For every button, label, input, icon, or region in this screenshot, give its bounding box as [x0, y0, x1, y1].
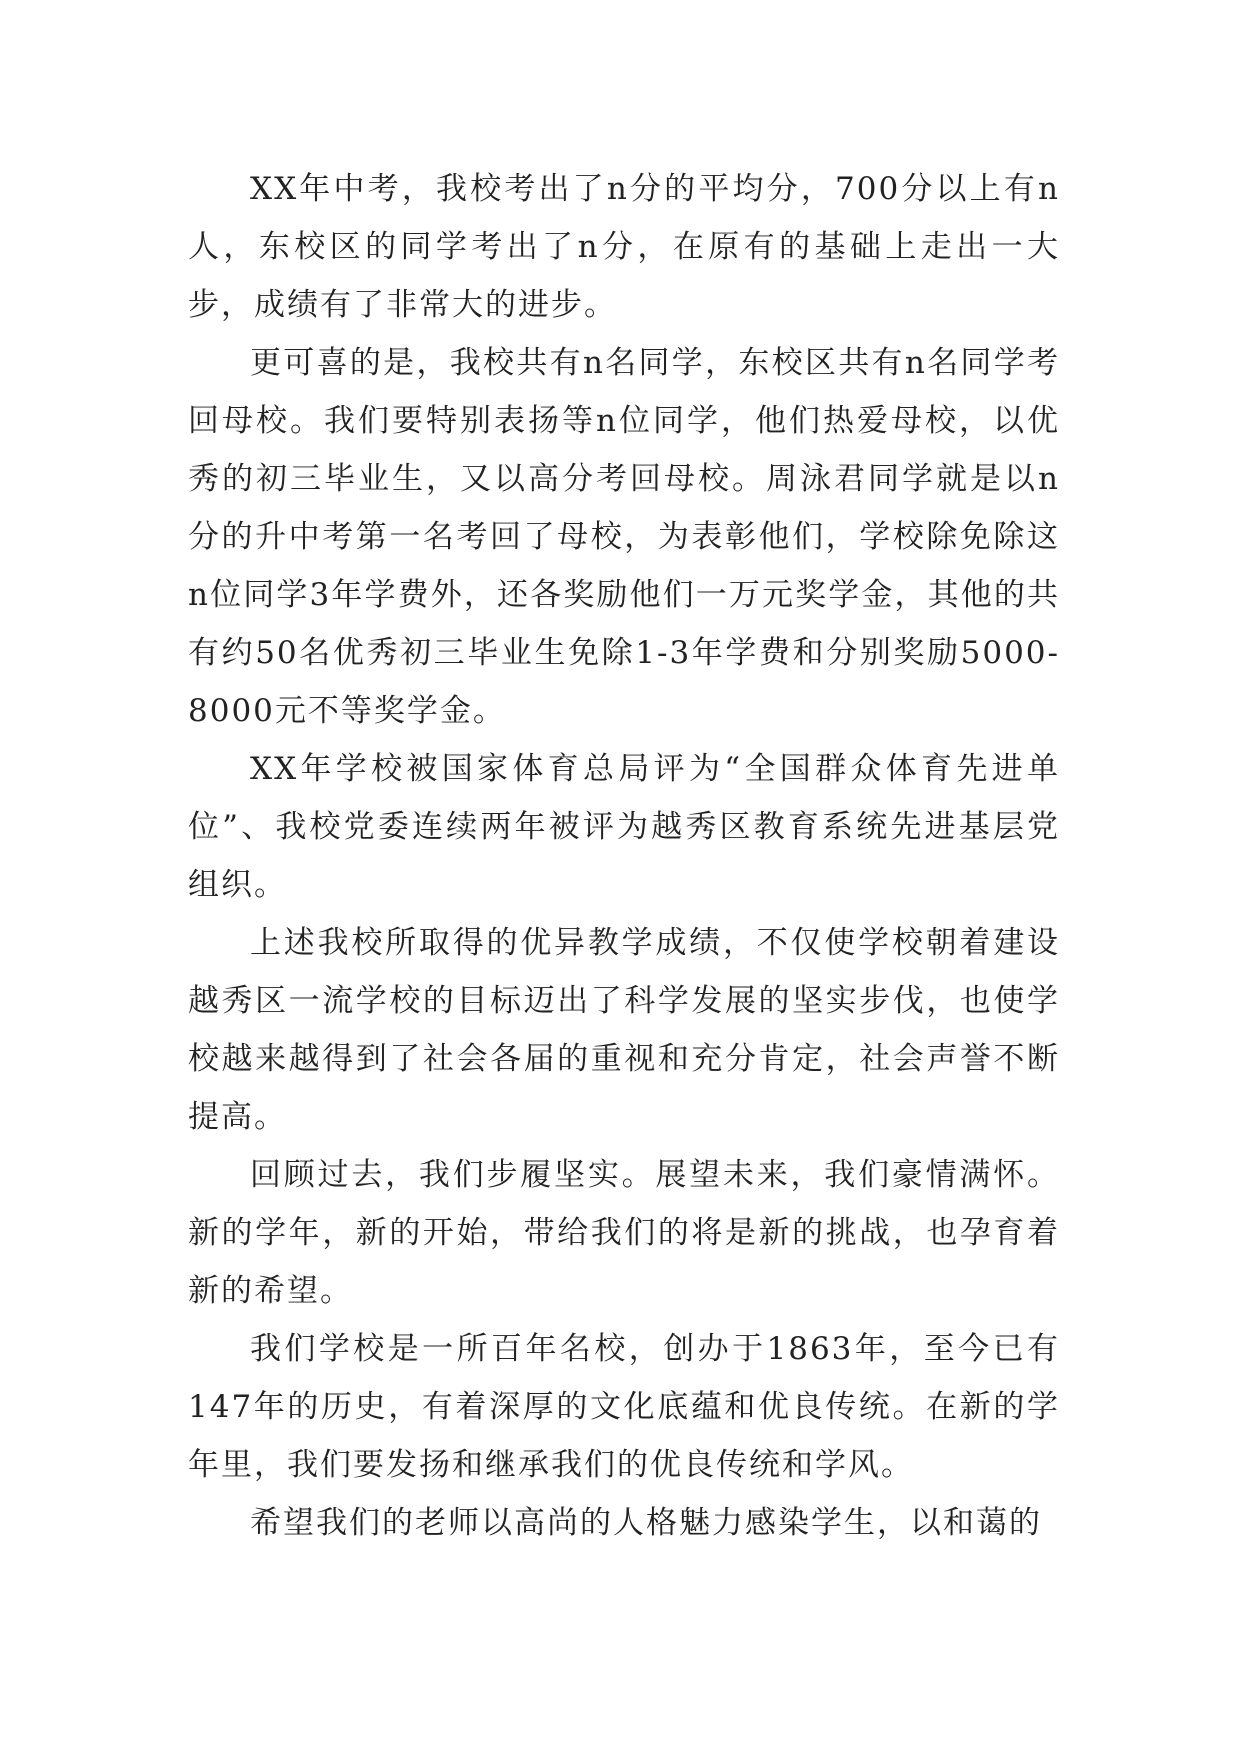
paragraph-2: 更可喜的是，我校共有n名同学，东校区共有n名同学考回母校。我们要特别表扬等n位同学，他们热爱母校，以优秀的初三毕业生，又以高分考回母校。周泳君同学就是以n分的升中考第一名考回了母校，为表彰他们，学校除免除这n位同学3年学费外，还各奖励他们一万元奖学金，其他的共有约50名优秀初三毕业生免除1-3年学费和分别奖励5000-8000元不等奖学金。	[188, 345, 1060, 729]
paragraph-3: XX年学校被国家体育总局评为“全国群众体育先进单位”、我校党委连续两年被评为越秀区教育系统先进基层党组织。	[188, 751, 1060, 903]
paragraph-6: 我们学校是一所百年名校，创办于1863年，至今已有147年的历史，有着深厚的文化底蕴和优良传统。在新的学年里，我们要发扬和继承我们的优良传统和学风。	[188, 1331, 1060, 1483]
paragraph-4: 上述我校所取得的优异教学成绩，不仅使学校朝着建设越秀区一流学校的目标迈出了科学发展的坚实步伐，也使学校越来越得到了社会各届的重视和充分肯定，社会声誉不断提高。	[188, 925, 1060, 1135]
paragraph-7: 希望我们的老师以高尚的人格魅力感染学生，以和蔼的	[250, 1505, 1042, 1541]
document-body	[188, 160, 1060, 1552]
paragraph-5: 回顾过去，我们步履坚实。展望未来，我们豪情满怀。新的学年，新的开始，带给我们的将是新的挑战，也孕育着新的希望。	[188, 1157, 1060, 1309]
paragraph-1: XX年中考，我校考出了n分的平均分，700分以上有n人，东校区的同学考出了n分，在原有的基础上走出一大步，成绩有了非常大的进步。	[188, 171, 1060, 323]
